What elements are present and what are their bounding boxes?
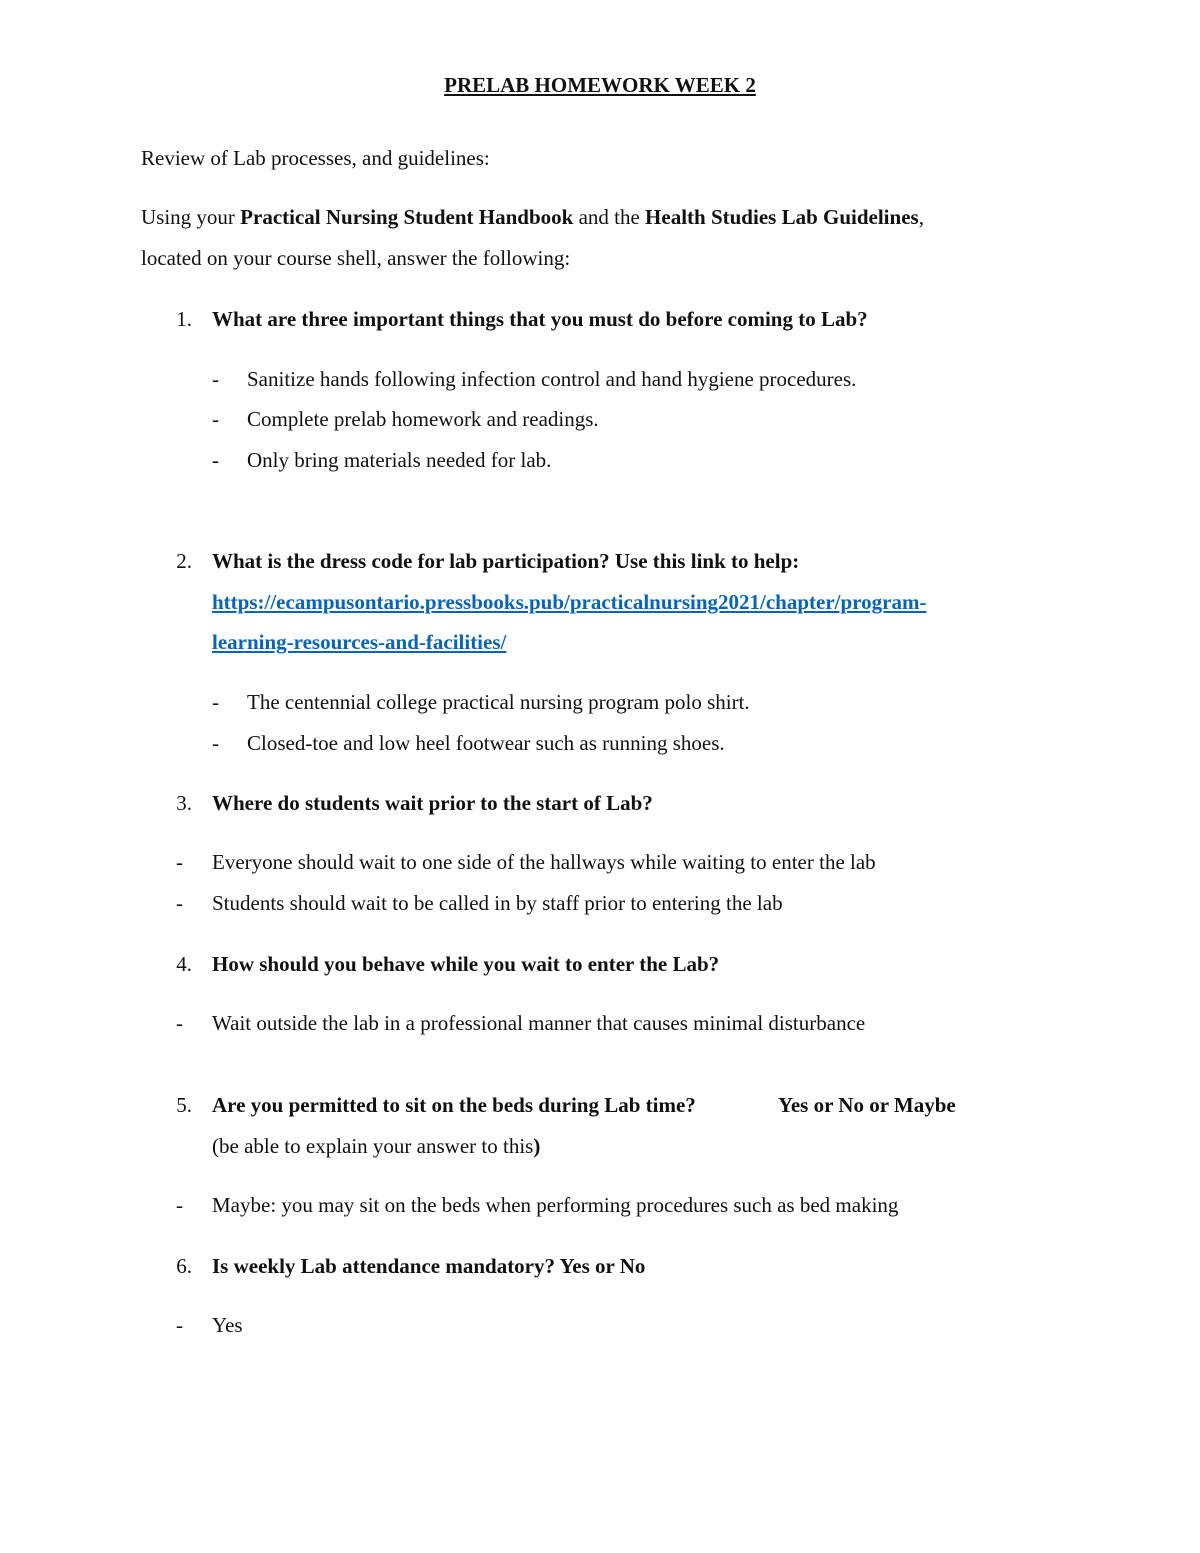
question-1-answer-3: Only bring materials needed for lab.	[247, 448, 552, 472]
bullet-dash: -	[212, 367, 219, 391]
question-2-text: What is the dress code for lab participation? Use this link to help:	[212, 549, 800, 573]
handbook-name: Practical Nursing Student Handbook	[240, 205, 574, 229]
bullet-dash: -	[212, 407, 219, 431]
question-6-number: 6.	[176, 1254, 192, 1278]
bullet-dash: -	[176, 850, 183, 874]
question-4-answer-1: Wait outside the lab in a professional manner that causes minimal disturbance	[212, 1011, 866, 1035]
bullet-dash: -	[176, 1193, 183, 1217]
instructions-part2: and the	[573, 205, 646, 229]
question-2-answer-1: The centennial college practical nursing program polo shirt.	[247, 690, 750, 714]
question-1-text: What are three important things that you must do before coming to Lab?	[212, 307, 868, 331]
dress-code-link-continued[interactable]: learning-resources-and-facilities/	[212, 630, 507, 654]
bullet-dash: -	[176, 1313, 183, 1337]
dress-code-link-line-1[interactable]	[212, 589, 926, 615]
instructions-line-2: located on your course shell, answer the following:	[141, 246, 571, 270]
question-5-note-close: )	[533, 1134, 541, 1158]
instructions-line-1	[141, 204, 924, 230]
question-5-answer-1: Maybe: you may sit on the beds when performing procedures such as bed making	[212, 1193, 899, 1217]
question-2-answer-2: Closed-toe and low heel footwear such as running shoes.	[247, 731, 725, 755]
bullet-dash: -	[176, 1011, 183, 1035]
question-5-number: 5.	[176, 1093, 192, 1117]
question-6-answer-1: Yes	[212, 1313, 243, 1337]
page-title: PRELAB HOMEWORK WEEK 2	[444, 73, 756, 97]
question-1-answer-2: Complete prelab homework and readings.	[247, 407, 599, 431]
question-5-text: Are you permitted to sit on the beds during Lab time?	[212, 1093, 696, 1117]
question-4-text: How should you behave while you wait to enter the Lab?	[212, 952, 720, 976]
question-3-answer-2: Students should wait to be called in by staff prior to entering the lab	[212, 891, 783, 915]
question-4-number: 4.	[176, 952, 192, 976]
question-5-note-text: (be able to explain your answer to this	[212, 1134, 534, 1158]
question-1-number: 1.	[176, 307, 192, 331]
bullet-dash: -	[212, 731, 219, 755]
guidelines-name: Health Studies Lab Guidelines	[645, 205, 919, 229]
dress-code-link-line-2[interactable]	[212, 629, 506, 655]
question-5-options: Yes or No or Maybe	[778, 1093, 956, 1117]
intro-text: Review of Lab processes, and guidelines:	[141, 146, 490, 170]
question-3-text: Where do students wait prior to the start of Lab?	[212, 791, 653, 815]
question-5-note	[212, 1133, 540, 1159]
instructions-part3: ,	[918, 205, 924, 229]
instructions-part1: Using your	[141, 205, 241, 229]
question-3-number: 3.	[176, 791, 192, 815]
question-2-number: 2.	[176, 549, 192, 573]
question-6-text: Is weekly Lab attendance mandatory? Yes or No	[212, 1254, 646, 1278]
question-1-answer-1: Sanitize hands following infection control and hand hygiene procedures.	[247, 367, 857, 391]
bullet-dash: -	[176, 891, 183, 915]
bullet-dash: -	[212, 690, 219, 714]
bullet-dash: -	[212, 448, 219, 472]
question-3-answer-1: Everyone should wait to one side of the hallways while waiting to enter the lab	[212, 850, 876, 874]
dress-code-link[interactable]: https://ecampusontario.pressbooks.pub/practicalnursing2021/chapter/program-	[212, 590, 927, 614]
